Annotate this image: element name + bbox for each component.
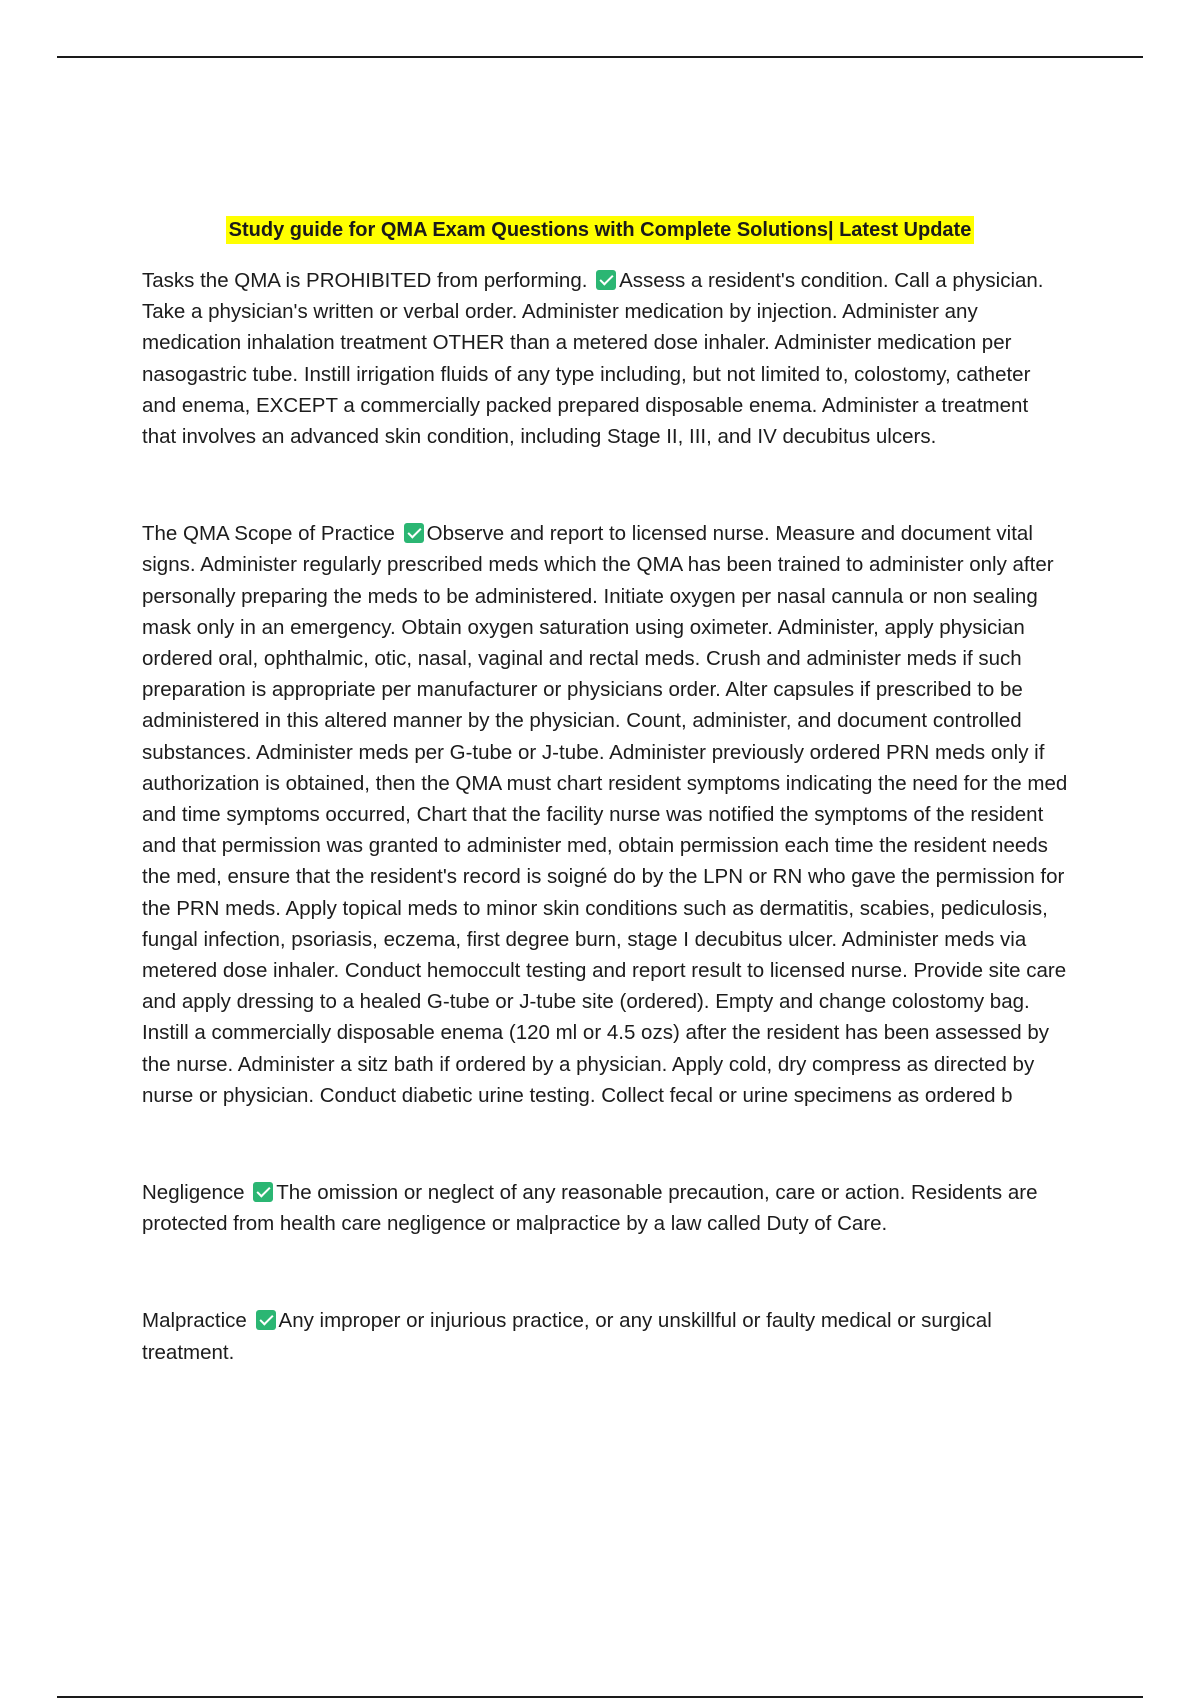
qa-entry (142, 265, 1068, 452)
answer-text: The omission or neglect of any reasonable precaution, care or action. Residents are protected from health care negligence or malpractice by a law called Duty of Care. (142, 1181, 1038, 1236)
answer-text: Assess a resident's condition. Call a physician. Take a physician's written or verbal order. Administer medication by injection. Administer any medication inhalation treatment OTHER than a metered dose inhaler. Administer medication per nasogastric tube. Instill irrigation fluids of any type including, but not limited to, colostomy, catheter and enema, EXCEPT a commercially packed prepared disposable enema. Administer a treatment that involves an advanced skin condition, including Stage II, III, and IV decubitus ulcers. (142, 269, 1044, 449)
question-term: The QMA Scope of Practice (142, 522, 395, 546)
answer-text: Any improper or injurious practice, or any unskillful or faulty medical or surgical treatment. (142, 1309, 992, 1364)
qa-entry (142, 1305, 1068, 1367)
answer-text: Observe and report to licensed nurse. Measure and document vital signs. Administer regularly prescribed meds which the QMA has been trained to administer only after personally preparing the meds to be administered. Initiate oxygen per nasal cannula or non sealing mask only in an emergency. Obtain oxygen saturation using oximeter. Administer, apply physician ordered oral, ophthalmic, otic, nasal, vaginal and rectal meds. Crush and administer meds if such preparation is appropriate per manufacturer or physicians order. Alter capsules if prescribed to be administered in this altered manner by the physician. Count, administer, and document controlled substances. Administer meds per G-tube or J-tube. Administer previously ordered PRN meds only if authorization is obtained, then the QMA must chart resident symptoms indicating the need for the med and time symptoms occurred, Chart that the facility nurse was notified the symptoms of the resident and that permission was granted to administer med, obtain permission each time the resident needs the med, ensure that the resident's record is soigné do by the LPN or RN who gave the permission for the PRN meds. Apply topical meds to minor skin conditions such as dermatitis, scabies, pediculosis, fungal infection, psoriasis, eczema, first degree burn, stage I decubitus ulcer. Administer meds via metered dose inhaler. Conduct hemoccult testing and report result to licensed nurse. Provide site care and apply dressing to a healed G-tube or J-tube site (ordered). Empty and change colostomy bag. Instill a commercially disposable enema (120 ml or 4.5 ozs) after the resident has been assessed by the nurse. Administer a sitz bath if ordered by a physician. Apply cold, dry compress as directed by nurse or physician. Conduct diabetic urine testing. Collect fecal or urine specimens as ordered b (142, 522, 1068, 1107)
document-body (142, 265, 1068, 1368)
qa-entry (142, 1177, 1068, 1239)
check-mark-icon (253, 1182, 273, 1202)
top-rule (57, 56, 1143, 58)
question-term: Negligence (142, 1181, 245, 1205)
qa-entry (142, 518, 1068, 1111)
document-title: Study guide for QMA Exam Questions with Complete Solutions| Latest Update (226, 216, 975, 244)
check-mark-icon (256, 1310, 276, 1330)
question-term: Malpractice (142, 1309, 247, 1333)
check-mark-icon (596, 270, 616, 290)
bottom-rule (57, 1696, 1143, 1698)
check-mark-icon (404, 523, 424, 543)
question-term: Tasks the QMA is PROHIBITED from performing. (142, 269, 588, 292)
title-container (0, 216, 1200, 244)
